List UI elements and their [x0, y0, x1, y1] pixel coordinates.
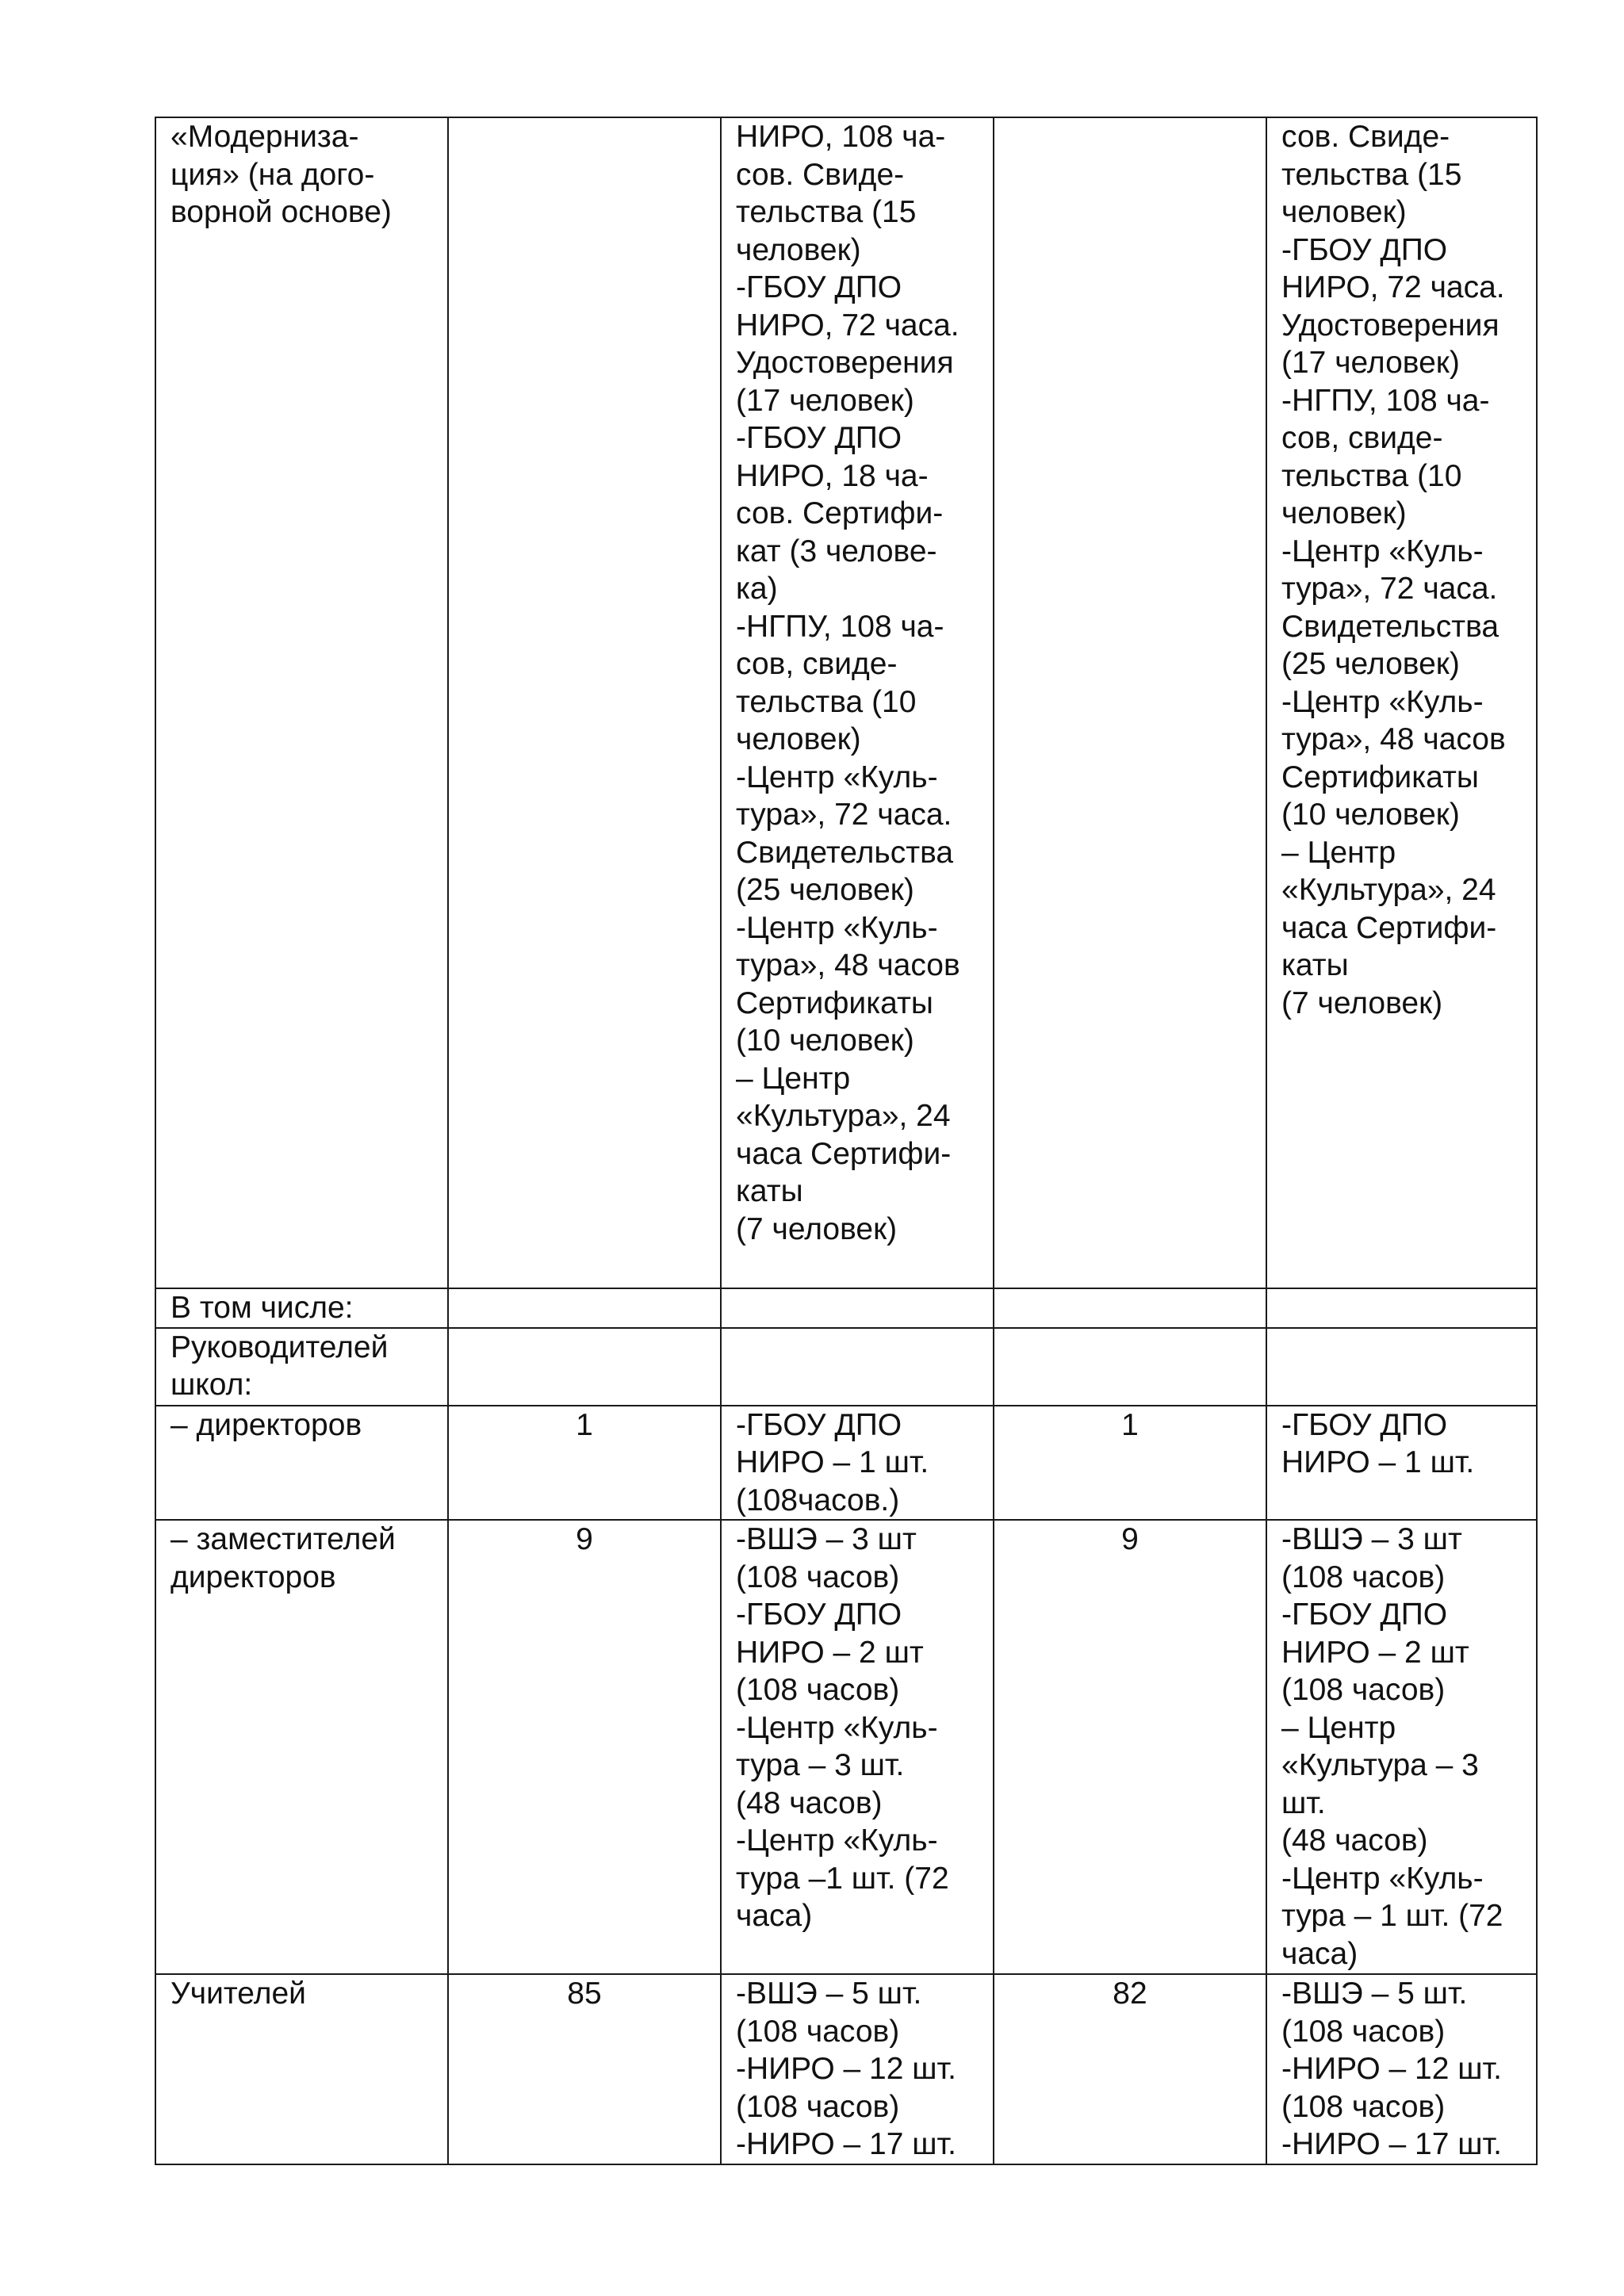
details-fact-cell: -ВШЭ – 5 шт. (108 часов) -НИРО – 12 шт. (108 часов) -НИРО – 17 шт.: [1266, 1974, 1537, 2164]
row-label: Учителей: [155, 1974, 448, 2164]
training-table: [155, 117, 1538, 2165]
row-label: – заместителей директоров: [155, 1520, 448, 1974]
count-plan-cell: 85: [448, 1974, 721, 2164]
row-label: В том числе:: [155, 1288, 448, 1328]
details-plan-cell: -ВШЭ – 5 шт. (108 часов) -НИРО – 12 шт. (108 часов) -НИРО – 17 шт.: [721, 1974, 994, 2164]
row-label: Руководителей школ:: [155, 1328, 448, 1406]
row-label: – директоров: [155, 1406, 448, 1521]
table-row-deputy-directors: [155, 1520, 1537, 1974]
details-plan-cell: НИРО, 108 ча- сов. Свиде- тельства (15 человек) -ГБОУ ДПО НИРО, 72 часа. Удостоверения (17 человек) -ГБОУ ДПО НИРО, 18 ча- сов. Сертифи- кат (3 челове- ка) -НГПУ, 108 ча- сов, свиде- тельства (10 человек) -Центр «Куль- тура», 72 часа. Свидетельства (25 человек) -Центр «Куль- тура», 48 часов Сертификаты (10 человек) – Центр «Культура», 24 часа Сертифи- каты (7 человек): [721, 117, 994, 1288]
count-fact-cell: [994, 1288, 1266, 1328]
details-fact-cell: -ВШЭ – 3 шт (108 часов) -ГБОУ ДПО НИРО – 2 шт (108 часов) – Центр «Культура – 3 шт. (48 часов) -Центр «Куль- тура – 1 шт. (72 часа): [1266, 1520, 1537, 1974]
details-plan-cell: [721, 1328, 994, 1406]
details-fact-cell: -ГБОУ ДПО НИРО – 1 шт.: [1266, 1406, 1537, 1521]
table-row-modernization: [155, 117, 1537, 1288]
details-fact-cell: сов. Свиде- тельства (15 человек) -ГБОУ ДПО НИРО, 72 часа. Удостоверения (17 человек) -НГПУ, 108 ча- сов, свиде- тельства (10 человек) -Центр «Куль- тура», 72 часа. Свидетельства (25 человек) -Центр «Куль- тура», 48 часов Сертификаты (10 человек) – Центр «Культура», 24 часа Сертифи- каты (7 человек): [1266, 117, 1537, 1288]
count-fact-cell: 82: [994, 1974, 1266, 2164]
details-plan-cell: -ГБОУ ДПО НИРО – 1 шт. (108часов.): [721, 1406, 994, 1521]
details-fact-cell: [1266, 1328, 1537, 1406]
table-row-directors: [155, 1406, 1537, 1521]
details-plan-cell: [721, 1288, 994, 1328]
table-row-teachers: [155, 1974, 1537, 2164]
details-fact-cell: [1266, 1288, 1537, 1328]
count-fact-cell: [994, 1328, 1266, 1406]
count-plan-cell: [448, 117, 721, 1288]
count-plan-cell: 1: [448, 1406, 721, 1521]
count-fact-cell: [994, 117, 1266, 1288]
count-plan-cell: [448, 1288, 721, 1328]
count-plan-cell: 9: [448, 1520, 721, 1974]
table-row-school-heads: [155, 1328, 1537, 1406]
details-plan-cell: -ВШЭ – 3 шт (108 часов) -ГБОУ ДПО НИРО – 2 шт (108 часов) -Центр «Куль- тура – 3 шт. (48 часов) -Центр «Куль- тура –1 шт. (72 часа): [721, 1520, 994, 1974]
count-fact-cell: 9: [994, 1520, 1266, 1974]
table-row-including: [155, 1288, 1537, 1328]
count-plan-cell: [448, 1328, 721, 1406]
row-label: «Модерниза- ция» (на дого- ворной основе): [155, 117, 448, 1288]
count-fact-cell: 1: [994, 1406, 1266, 1521]
